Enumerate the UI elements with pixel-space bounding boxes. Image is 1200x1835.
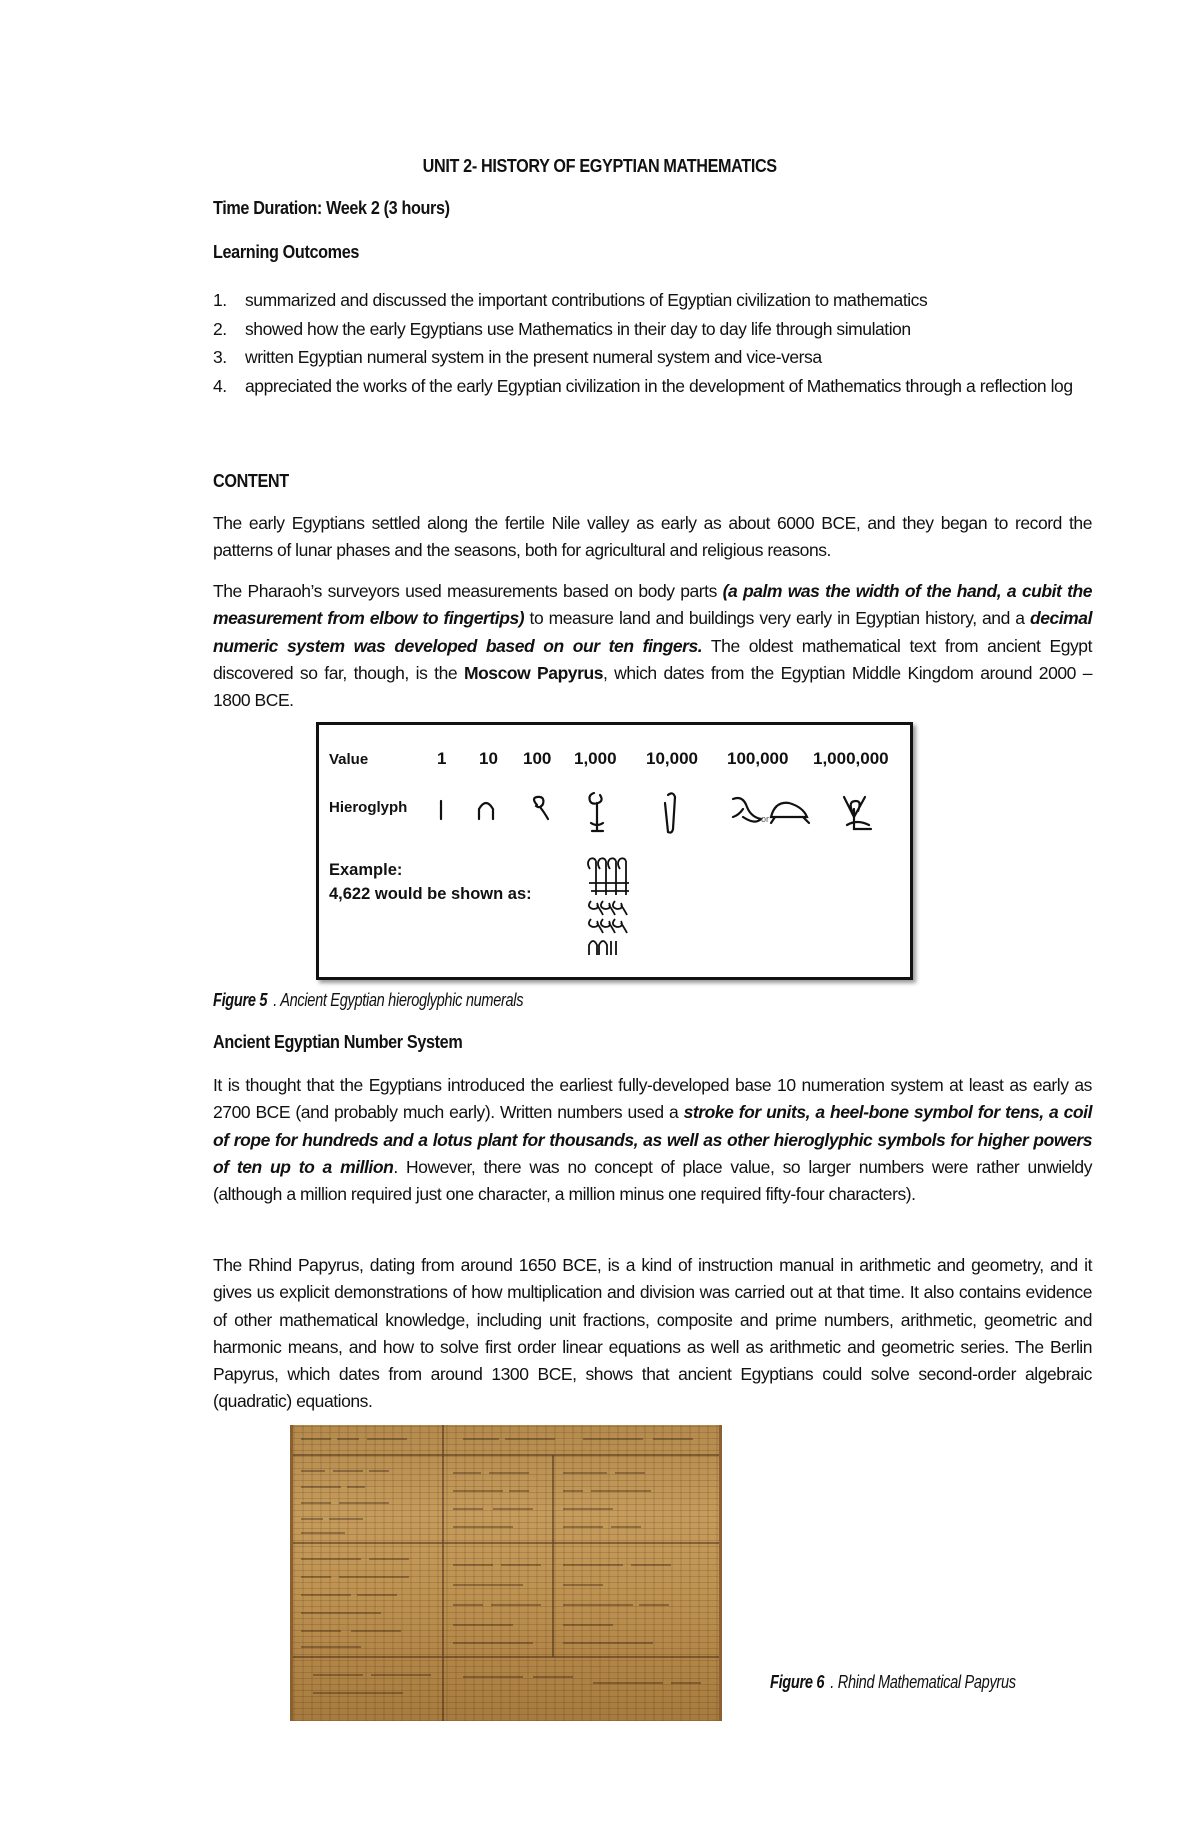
god-heh-glyph bbox=[844, 797, 871, 829]
hieroglyph-symbols bbox=[319, 725, 904, 971]
example-tens-units bbox=[589, 941, 616, 955]
paragraph-number-system: It is thought that the Egyptians introduced the earliest fully-developed base 10 numeration system at least as early as 2700 BCE (and probably much early). Written numbers used a stroke for units, a heel-bone symbol for tens, a coil of rope for hundreds and a lotus plant for thousands, as well as other hieroglyphic symbols for higher powers of ten up to a million. However, there was no concept of place value, so larger numbers were rather unwieldy (although a million required just one character, a million minus one required fifty-four characters). bbox=[213, 1075, 1093, 1205]
frog-glyph bbox=[771, 803, 809, 823]
coil-rope-glyph bbox=[534, 797, 548, 819]
rhind-papyrus-image bbox=[290, 1425, 722, 1721]
value-10000: 10,000 bbox=[646, 749, 698, 768]
paragraph-rhind-papyrus: The Rhind Papyrus, dating from around 1650 BCE, is a kind of instruction manual in arithmetic and geometry, and it gives us explicit demonstrations of how multiplication and division was carried out at that time. It also contains evidence of other mathematical knowledge, including unit fractions, composite and prime numbers, arithmetic, geometric and harmonic means, and how to solve first order linear equations as well as arithmetic and geometric series. The Berlin Papyrus, which dates from around 1300 BCE, shows that ancient Egyptians could solve second-order algebraic (quadratic) equations. bbox=[213, 1255, 1092, 1412]
list-item: 3. written Egyptian numeral system in the present numeral system and vice-versa bbox=[213, 347, 822, 367]
value-100000: 100,000 bbox=[727, 749, 789, 768]
example-coil-rows bbox=[589, 901, 627, 933]
paragraph-intro: The early Egyptians settled along the fertile Nile valley as early as about 6000 BCE, and they began to record the patterns of lunar phases and the seasons, both for agricultural and religious reasons. bbox=[213, 513, 1092, 561]
value-1000000: 1,000,000 bbox=[813, 749, 889, 768]
example-lotus-row bbox=[588, 858, 629, 895]
hieroglyph-row-label: Hieroglyph bbox=[329, 799, 408, 816]
example-label: Example: bbox=[329, 861, 403, 879]
number-system-heading: Ancient Egyptian Number System bbox=[213, 1032, 463, 1052]
list-item: 4. appreciated the works of the early Egyptian civilization in the development of Mathematics through a reflection log bbox=[213, 375, 1073, 396]
tadpole-glyph bbox=[733, 798, 761, 822]
value-row-label: Value bbox=[329, 751, 369, 768]
value-100: 100 bbox=[523, 749, 552, 768]
value-10: 10 bbox=[479, 749, 498, 768]
figure-6-caption: Figure 6 . Rhind Mathematical Papyrus bbox=[770, 1672, 1016, 1692]
papyrus-writing bbox=[293, 1425, 719, 1721]
list-item: 2. showed how the early Egyptians use Mathematics in their day to day life through simulation bbox=[213, 318, 911, 339]
list-item: 1. summarized and discussed the important contributions of Egyptian civilization to mathematics bbox=[213, 290, 928, 310]
example-text: 4,622 would be shown as: bbox=[329, 885, 532, 903]
value-1: 1 bbox=[437, 749, 447, 768]
learning-outcomes-heading: Learning Outcomes bbox=[213, 242, 360, 262]
finger-glyph bbox=[665, 793, 675, 832]
value-1000: 1,000 bbox=[574, 749, 617, 768]
page-title: UNIT 2- HISTORY OF EGYPTIAN MATHEMATICS bbox=[422, 156, 778, 176]
figure-5-caption: Figure 5 . Ancient Egyptian hieroglyphic numerals bbox=[213, 990, 524, 1010]
hieroglyph-numerals-figure bbox=[316, 722, 913, 980]
time-duration: Time Duration: Week 2 (3 hours) bbox=[213, 198, 450, 218]
content-heading: CONTENT bbox=[213, 471, 289, 491]
learning-outcomes-list bbox=[213, 286, 1093, 400]
or-text: or bbox=[761, 814, 770, 824]
paragraph-surveyors: The Pharaoh’s surveyors used measurements based on body parts (a palm was the width of the hand, a cubit the measurement from elbow to fingertips) to measure land and buildings very early in Egyptian history, and a decimal numeric system was developed based on our ten fingers. The oldest mathematical text from ancient Egypt discovered so far, though, is the Moscow Papyrus, which dates from the Egyptian Middle Kingdom around 2000 – 1800 BCE. bbox=[213, 581, 1093, 711]
lotus-glyph bbox=[590, 793, 604, 831]
heel-bone-glyph bbox=[479, 803, 493, 819]
